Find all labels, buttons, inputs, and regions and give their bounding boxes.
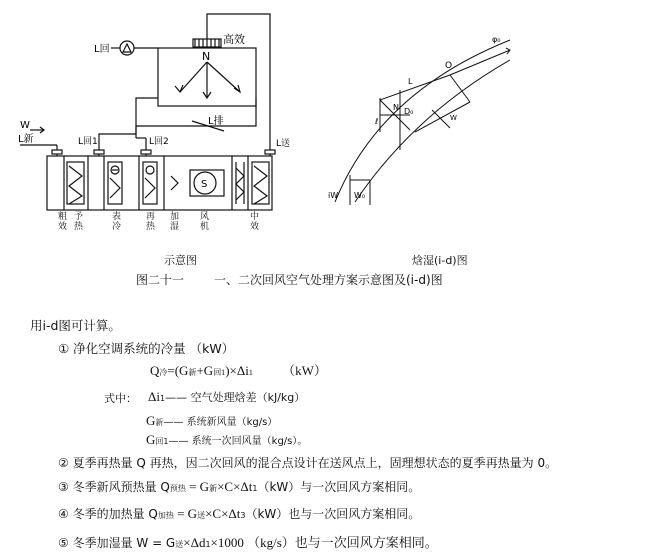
item-1-formula: Q冷=(G新+G回1)×Δi1 （kW） xyxy=(150,363,327,378)
figure-number: 图二十一 xyxy=(136,273,185,287)
l-return1-label: L回1 xyxy=(78,137,98,147)
item-3: ③ 冬季新风预热量 Q预热 = G新×C×Δt1（kW）与一次回风方案相同。 xyxy=(58,479,421,494)
w-label: W xyxy=(450,114,457,122)
component-label-2: 予热 xyxy=(74,212,84,232)
high-eff-label: 高效 xyxy=(223,33,245,46)
item-2: ② 夏季再热量 Q 再热，因二次回风的混合点设计在送风点上，固理想状态的夏季再热量为 0。 xyxy=(58,456,558,470)
iw-label: iW xyxy=(328,191,339,200)
chart-caption: 焓湿(i-d)图 xyxy=(412,254,468,267)
room-n-label: N xyxy=(202,50,211,63)
component-label-7: 中效 xyxy=(250,212,260,232)
point-o-label: O xyxy=(445,61,453,71)
w-label: W xyxy=(20,120,30,131)
ahu-box xyxy=(47,156,272,210)
l-fresh-label: L新 xyxy=(18,134,34,145)
w0-label: W₀ xyxy=(354,191,366,200)
component-label-5: 加湿 xyxy=(170,212,180,232)
l-exhaust-label: L排 xyxy=(208,116,224,127)
component-label-3: 表冷 xyxy=(112,212,122,232)
fan-s-label: S xyxy=(201,179,208,190)
item-1-label: ① 净化空调系统的冷量 （kW） xyxy=(58,341,235,356)
component-label-1: 粗效 xyxy=(58,212,68,232)
def-1: Δi1—— 空气处理焓差（kJ/kg） xyxy=(148,389,306,404)
saturation-curve xyxy=(335,40,510,202)
id-chart xyxy=(320,20,520,220)
point-n-label: N xyxy=(393,103,399,112)
item-4: ④ 冬季的加热量 Q加热 = G送×C×Δt3（kW）也与一次回风方案相同。 xyxy=(58,506,421,521)
point-l-label: L xyxy=(408,77,413,86)
intro-text: 用i-d图可计算。 xyxy=(30,318,121,333)
l-return2-label: L回2 xyxy=(149,137,169,147)
component-label-4: 再热 xyxy=(146,212,156,232)
component-label-6: 风机 xyxy=(200,212,210,232)
l-return-label: L回 xyxy=(94,44,110,55)
phi-label: φ₀ xyxy=(492,35,501,44)
schematic-caption: 示意图 xyxy=(164,254,197,267)
i-label: ℓ xyxy=(375,117,379,126)
item-5: ⑤ 冬季加湿量 W = G送×Δd1×1000 （kg/s）也与一次回风方案相同。 xyxy=(58,535,438,550)
point-do-label: D₀ xyxy=(404,107,414,116)
l-delivery-label: L送 xyxy=(276,139,291,149)
air-handling-schematic xyxy=(0,0,320,255)
def-3: G回1—— 系统一次回风量（kg/s）。 xyxy=(146,432,308,447)
def-2: G新—— 系统新风量（kg/s） xyxy=(146,413,278,428)
figure-title: 一、二次回风空气处理方案示意图及(i-d)图 xyxy=(214,273,443,287)
where-label: 式中： xyxy=(104,392,137,405)
